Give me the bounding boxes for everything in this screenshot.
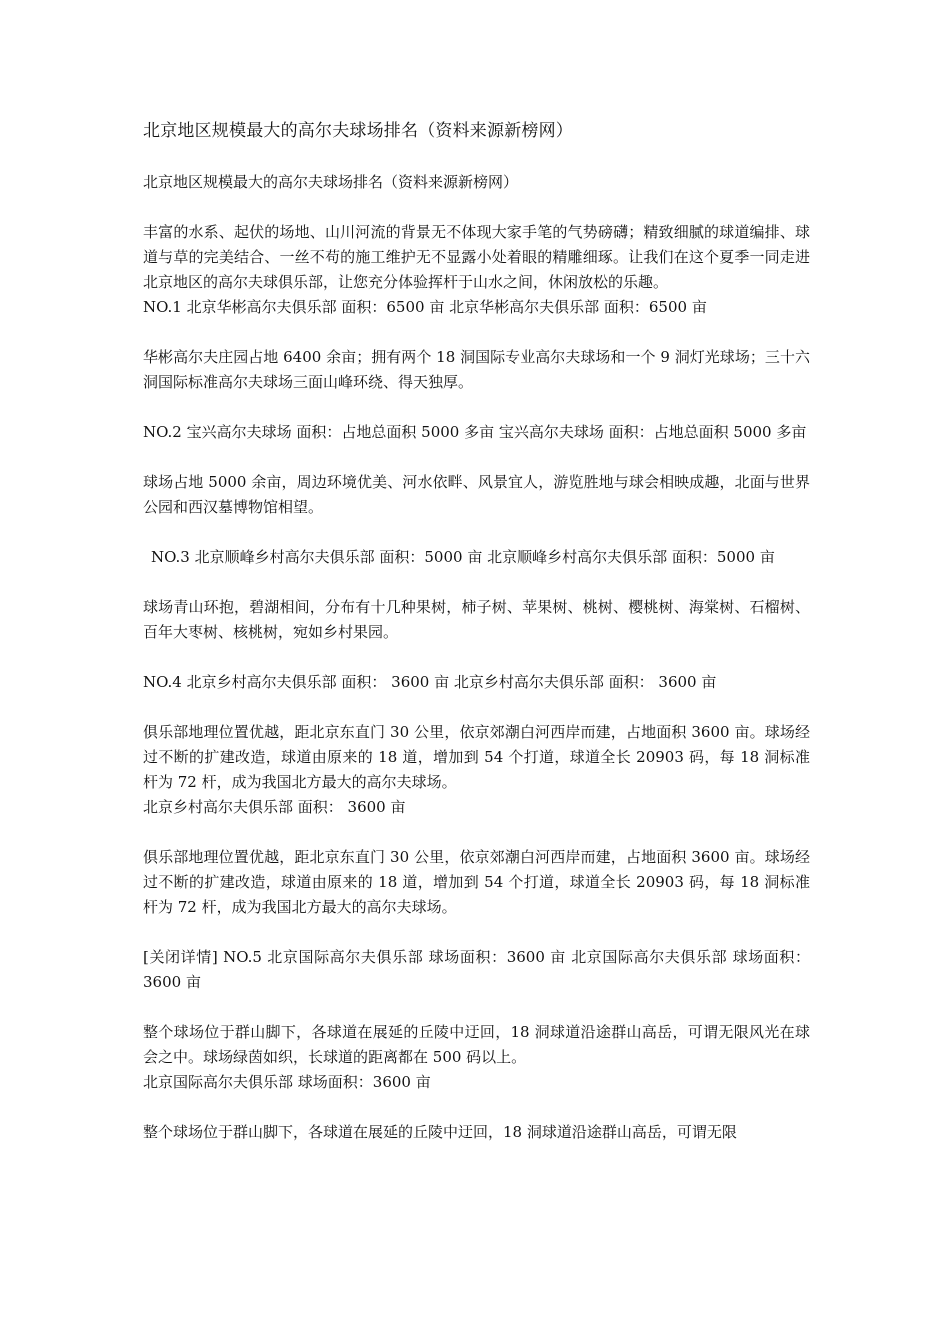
spacer [143,445,810,470]
no4-paragraph-repeat: 俱乐部地理位置优越，距北京东直门 30 公里，依京郊潮白河西岸而建，占地面积 3600 亩。球场经过不断的扩建改造，球道由原来的 18 道，增加到 54 个打道，球道全长 20903 码，每 18 洞标准杆为 72 杆，成为我国北方最大的高尔夫球场。 [143,848,810,916]
no5-paragraph-repeat: 整个球场位于群山脚下，各球道在展延的丘陵中迂回，18 洞球道沿途群山高岳，可谓无限 [143,1123,737,1141]
document-title: 北京地区规模最大的高尔夫球场排名（资料来源新榜网） [143,121,573,141]
spacer [143,820,810,845]
no3-heading: NO.3 北京顺峰乡村高尔夫俱乐部 面积：5000 亩 北京顺峰乡村高尔夫俱乐部 面积：5000 亩 [151,548,775,566]
spacer [143,1095,810,1120]
spacer [143,695,810,720]
spacer [143,645,810,670]
spacer [143,395,810,420]
spacer [143,320,810,345]
no4-heading: NO.4 北京乡村高尔夫俱乐部 面积： 3600 亩 北京乡村高尔夫俱乐部 面积： 3600 亩 [143,673,717,691]
no5-paragraph: 整个球场位于群山脚下，各球道在展延的丘陵中迂回，18 洞球道沿途群山高岳，可谓无限风光在球会之中。球场绿茵如织，长球道的距离都在 500 码以上。 [143,1023,810,1066]
no1-heading: NO.1 北京华彬高尔夫俱乐部 面积：6500 亩 北京华彬高尔夫俱乐部 面积：6500 亩 [143,298,707,316]
spacer [143,920,810,945]
no2-heading: NO.2 宝兴高尔夫球场 面积：占地总面积 5000 多亩 宝兴高尔夫球场 面积：占地总面积 5000 多亩 [143,423,807,441]
no5-heading: [关闭详情] NO.5 北京国际高尔夫俱乐部 球场面积：3600 亩 北京国际高尔夫俱乐部 球场面积：3600 亩 [143,948,810,991]
no5-subheading: 北京国际高尔夫俱乐部 球场面积：3600 亩 [143,1073,431,1091]
spacer [143,995,810,1020]
no4-subheading: 北京乡村高尔夫俱乐部 面积： 3600 亩 [143,798,406,816]
no1-paragraph: 华彬高尔夫庄园占地 6400 余亩；拥有两个 18 洞国际专业高尔夫球场和一个 9 洞灯光球场；三十六洞国际标准高尔夫球场三面山峰环绕、得天独厚。 [143,348,810,391]
document-subtitle: 北京地区规模最大的高尔夫球场排名（资料来源新榜网） [143,173,519,191]
no2-paragraph: 球场占地 5000 余亩，周边环境优美、河水依畔、风景宜人，游览胜地与球会相映成趣，北面与世界公园和西汉墓博物馆相望。 [143,473,810,516]
spacer [143,520,810,545]
spacer [143,195,810,220]
document-page [143,118,810,1145]
intro-paragraph: 丰富的水系、起伏的场地、山川河流的背景无不体现大家手笔的气势磅礴；精致细腻的球道编排、球道与草的完美结合、一丝不苟的施工维护无不显露小处着眼的精雕细琢。让我们在这个夏季一同走进北京地区的高尔夫球俱乐部，让您充分体验挥杆于山水之间，休闲放松的乐趣。 [143,223,810,291]
spacer [143,570,810,595]
no4-paragraph: 俱乐部地理位置优越，距北京东直门 30 公里，依京郊潮白河西岸而建，占地面积 3600 亩。球场经过不断的扩建改造，球道由原来的 18 道，增加到 54 个打道，球道全长 20903 码，每 18 洞标准杆为 72 杆，成为我国北方最大的高尔夫球场。 [143,723,810,791]
no3-paragraph: 球场青山环抱，碧湖相间，分布有十几种果树，柿子树、苹果树、桃树、樱桃树、海棠树、石榴树、百年大枣树、核桃树，宛如乡村果园。 [143,598,810,641]
